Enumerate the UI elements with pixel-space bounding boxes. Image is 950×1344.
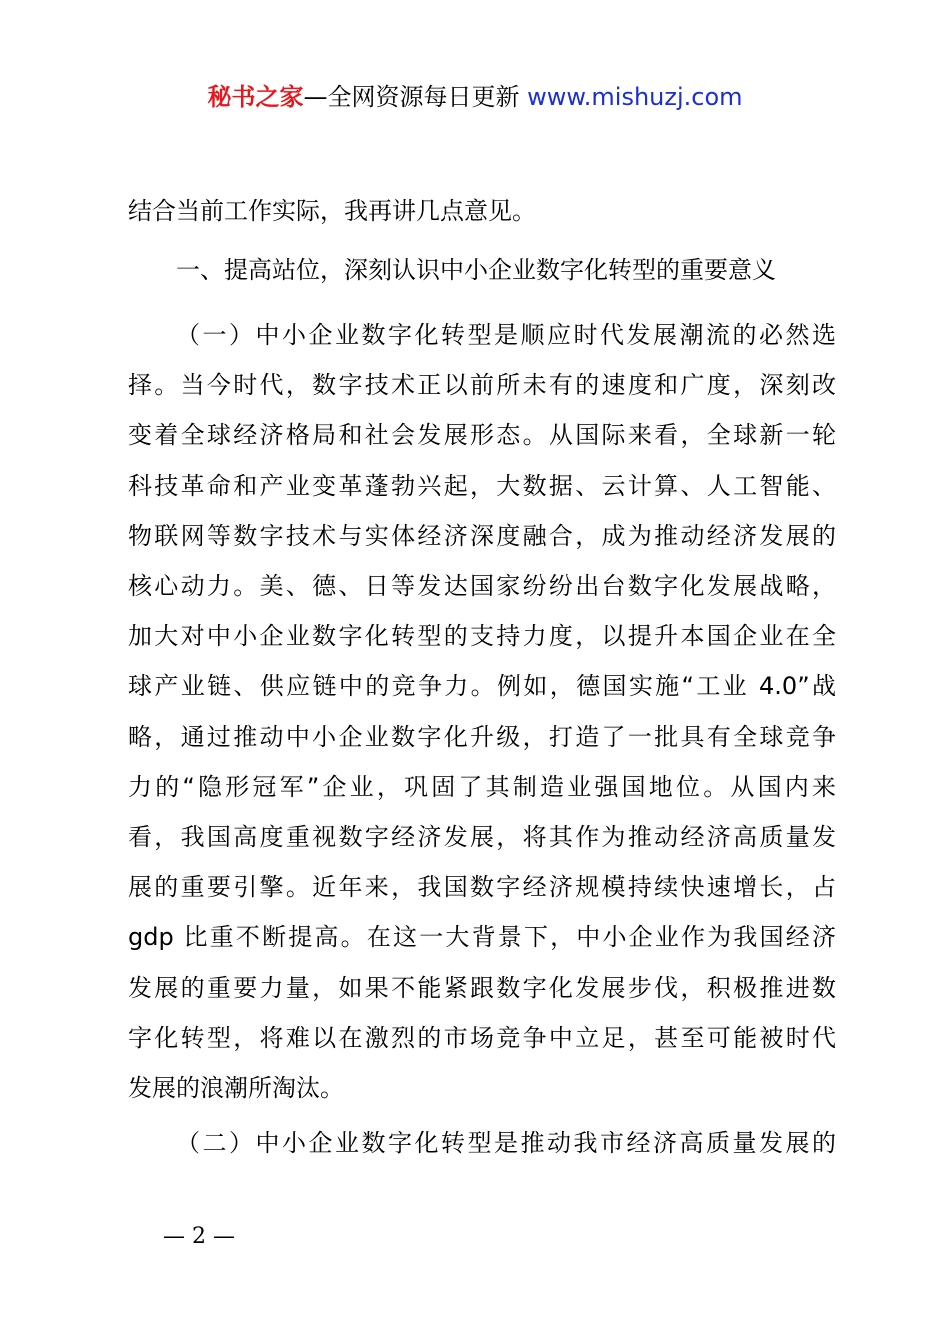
paragraph-line: 看，我国高度重视数字经济发展，将其作为推动经济高质量发 [128, 823, 836, 852]
section-heading-text: 一、提高站位，深刻认识中小企业数字化转型的重要意义 [176, 256, 776, 284]
paragraph-line: 球产业链、供应链中的竞争力。例如，德国实施“工业 4.0”战 [128, 672, 836, 701]
paragraph-2 [128, 1118, 836, 1168]
page-number: — 2 — [163, 1224, 235, 1249]
section-heading-1 [128, 245, 836, 295]
paragraph-line: gdp 比重不断提高。在这一大背景下，中小企业作为我国经济 [128, 923, 836, 952]
site-brand-name: 秘书之家 [207, 83, 304, 111]
paragraph-line: 科技革命和产业变革蓬勃兴起，大数据、云计算、人工智能、 [128, 471, 836, 500]
paragraph-line: 力的“隐形冠军”企业，巩固了其制造业强国地位。从国内来 [128, 772, 836, 801]
site-url-link[interactable]: www.mishuzj.com [527, 83, 743, 111]
body-line-1: 结合当前工作实际，我再讲几点意见。 [128, 197, 536, 225]
paragraph-line: 略，通过推动中小企业数字化升级，打造了一批具有全球竞争 [128, 722, 836, 751]
paragraph-line: 发展的浪潮所淘汰。 [128, 1074, 344, 1103]
site-tagline: —全网资源每日更新 [303, 83, 520, 111]
paragraph-line: 择。当今时代，数字技术正以前所未有的速度和广度，深刻改 [128, 371, 836, 400]
paragraph-1 [128, 310, 836, 1113]
document-body [128, 186, 836, 236]
paragraph-line: 字化转型，将难以在激烈的市场竞争中立足，甚至可能被时代 [128, 1023, 836, 1052]
paragraph-line: （二）中小企业数字化转型是推动我市经济高质量发展的 [176, 1129, 836, 1157]
paragraph-line: 展的重要引擎。近年来，我国数字经济规模持续快速增长，占 [128, 873, 836, 902]
paragraph-line: 物联网等数字技术与实体经济深度融合，成为推动经济发展的 [128, 521, 836, 550]
paragraph-line: 加大对中小企业数字化转型的支持力度，以提升本国企业在全 [128, 622, 836, 651]
paragraph-line: 变着全球经济格局和社会发展形态。从国际来看，全球新一轮 [128, 421, 836, 450]
site-header-banner [0, 80, 950, 114]
paragraph-line: 核心动力。美、德、日等发达国家纷纷出台数字化发展战略， [128, 572, 836, 601]
paragraph-line: （一）中小企业数字化转型是顺应时代发展潮流的必然选 [176, 321, 836, 349]
paragraph-line: 发展的重要力量，如果不能紧跟数字化发展步伐，积极推进数 [128, 973, 836, 1002]
